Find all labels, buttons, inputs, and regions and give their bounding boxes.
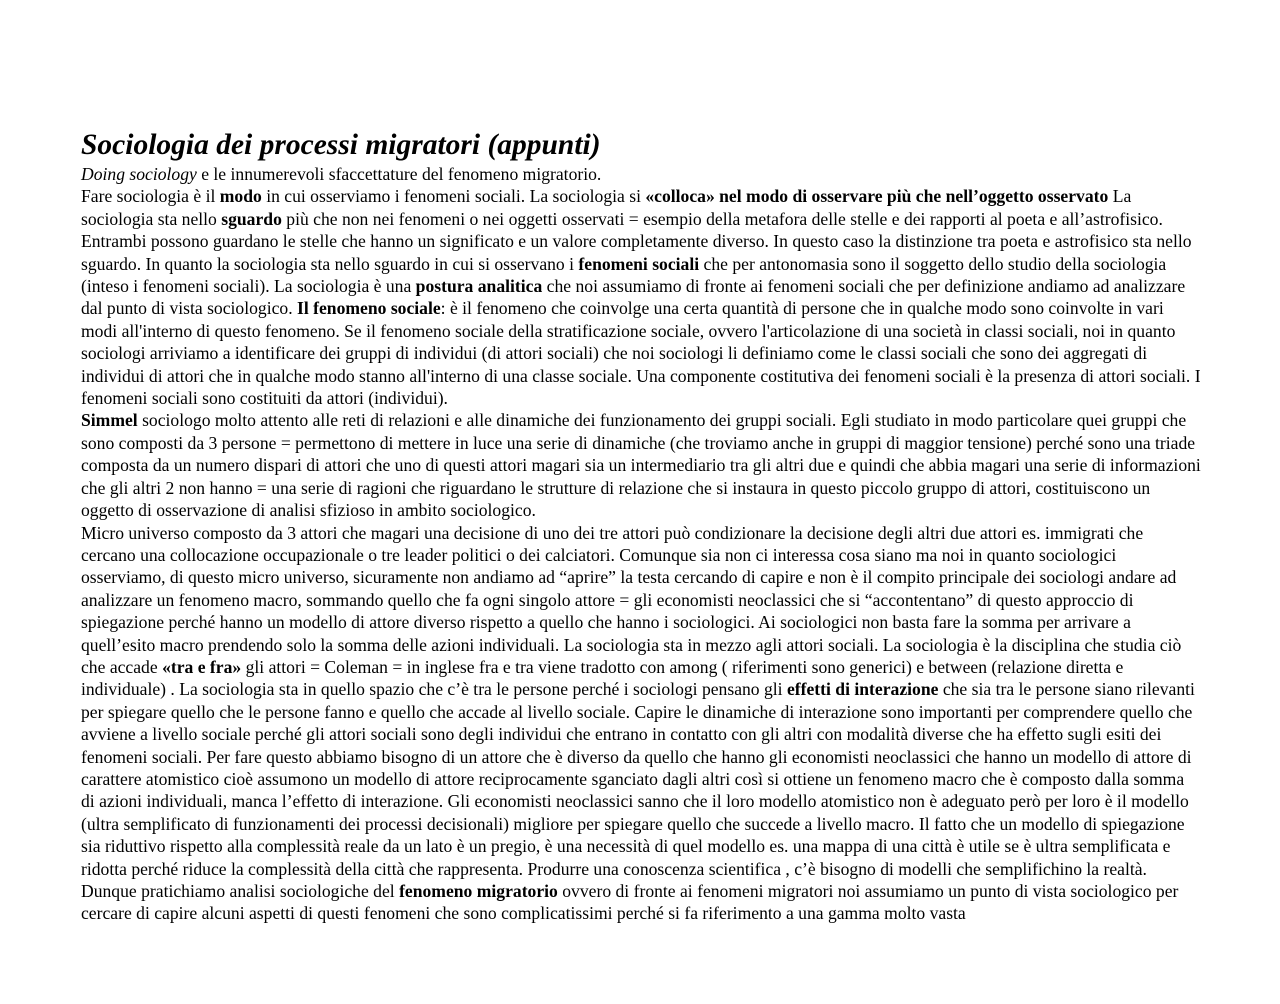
text-run: La sociologia sta nello bbox=[81, 186, 1132, 229]
text-run: gli attori = Coleman = in inglese fra e tra viene tradotto con among ( riferimenti sono generici) e between (relazione diretta e individuale) . La sociologia sta in quello spazio che c’è tra le persone perché i sociologi pensano gli bbox=[81, 656, 1124, 700]
text-run: sociologo molto attento alle reti di relazioni e alle dinamiche dei funzionamento dei gruppi sociali. Egli studiato in modo particolare quei gruppi che sono composti da 3 persone = permettono di mettere in luce una serie di dinamiche (che troviamo anche in gruppi di maggior tensione) perché sono una triade composta da un numero dispari di attori che uno di questi attori magari sia un intermediario tra gli altri due e quindi che abbia magari una serie di informazioni che gli altri 2 non hanno = una serie di ragioni che riguardano le strutture di relazione che si instaura in questo piccolo gruppo di attori, costituiscono un oggetto di osservazione di analisi sfizioso in ambito sociologico. bbox=[81, 410, 1201, 521]
bold-text: «colloca» nel modo di osservare più che nell’oggetto osservato bbox=[645, 186, 1109, 207]
text-run: in cui osserviamo i fenomeni sociali. La sociologia si bbox=[261, 186, 646, 207]
bold-text: sguardo bbox=[221, 208, 282, 229]
text-run: Fare sociologia è il bbox=[81, 186, 220, 207]
bold-text: modo bbox=[219, 186, 262, 207]
text-run: Dunque pratichiamo analisi sociologiche del bbox=[81, 881, 400, 901]
text-run: che noi assumiamo di fronte ai fenomeni sociali che per definizione andiamo ad analizzare dal punto di vista sociologico. bbox=[81, 276, 1186, 319]
document-title: Sociologia dei processi migratori (appunti) bbox=[81, 129, 601, 161]
document-body bbox=[81, 127, 1201, 925]
bold-text: Il fenomeno sociale bbox=[297, 298, 441, 319]
bold-text: fenomeni sociali bbox=[578, 253, 700, 274]
subtitle-italic: Doing sociology bbox=[81, 164, 197, 184]
text-run: più che non nei fenomeni o nei oggetti osservati = esempio della metafora delle stelle e dei rapporti al poeta e all’astrofisico. Entrambi possono guardano le stelle che hanno un significato e un valore completamente diverso. In questo caso la distinzione tra poeta e astrofisico sta nello sguardo. In quanto la sociologia sta nello sguardo in cui si osservano i bbox=[81, 208, 1192, 274]
text-run: : è il fenomeno che coinvolge una certa quantità di persone che in qualche modo sono coinvolte in vari modi all'interno di questo fenomeno. Se il fenomeno sociale della stratificazione sociale, ovvero l'articolazione di una società in classi sociali, noi in quanto sociologi arriviamo a identificare dei gruppi di individui (di attori sociali) che noi sociologi li definiamo come le classi sociali che sono dei aggregati di individui di attori che in qualche modo stanno all'interno di una classe sociale. Una componente costitutiva dei fenomeni sociali è la presenza di attori sociali. I fenomeni sociali sono costituiti da attori (individui). bbox=[81, 298, 1201, 409]
text-run: ovvero di fronte ai fenomeni migratori noi assumiamo un punto di vista sociologico per cercare di capire alcuni aspetti di questi fenomeni che sono complicatissimi perché si fa riferimento a una gamma molto vasta bbox=[81, 881, 1179, 924]
bold-text: «tra e fra» bbox=[162, 656, 242, 677]
paragraph-list bbox=[81, 185, 1201, 924]
bold-text: fenomeno migratorio bbox=[399, 881, 558, 901]
bold-text: Simmel bbox=[81, 410, 138, 431]
bold-text: postura analitica bbox=[415, 276, 543, 297]
text-run: Micro universo composto da 3 attori che magari una decisione di uno dei tre attori può condizionare la decisione degli altri due attori es. immigrati che cercano una collocazione occupazionale o tre leader politici o dei calciatori. Comunque sia non ci interessa cosa siano ma noi in quanto sociologici osserviamo, di questo micro universo, sicuramente non andiamo ad “aprire” la testa cercando di capire e non è il compito principale dei sociologi andare ad analizzare un fenomeno macro, sommando quello che fa ogni singolo attore = gli economisti neoclassici che si “accontentano” di questo approccio di spiegazione perché hanno un modello di attore diverso rispetto a quello che hanno i sociologici. Ai sociologici non basta fare la somma per arrivare a quell’esito macro prendendo solo la somma delle azioni individuali. La sociologia sta in mezzo agli attori sociali. La sociologia è la disciplina che studia ciò che accade bbox=[81, 522, 1182, 677]
paragraph bbox=[81, 409, 1201, 521]
paragraph bbox=[81, 522, 1201, 881]
text-run: che per antonomasia sono il soggetto dello studio della sociologia (inteso i fenomeni sociali). La sociologia è una bbox=[81, 253, 1167, 297]
bold-text: effetti di interazione bbox=[786, 679, 939, 700]
document-subtitle bbox=[81, 163, 1201, 185]
paragraph bbox=[81, 880, 1201, 925]
text-run: che sia tra le persone siano rilevanti per spiegare quello che le persone fanno e quello che accade al livello sociale. Capire le dinamiche di interazione sono importanti per comprendere quello che avviene a livello sociale perché gli attori sociali sono degli individui che entrano in contatto con gli altri con modalità diverse che ha effetto sugli esiti dei fenomeni sociali. Per fare questo abbiamo bisogno di un attore che è diverso da quello che hanno gli economisti neoclassici che hanno un modello di attore di carattere atomistico cioè assumono un modello di attore reciprocamente sganciato dagli altri così si ottiene un fenomeno macro che è composto dalla somma di azioni individuali, manca l’effetto di interazione. Gli economisti neoclassici sanno che il loro modello atomistico non è adeguato però per loro è il modello (ultra semplificato di funzionamenti dei processi decisionali) migliore per spiegare quello che succede a livello macro. Il fatto che un modello di spiegazione sia riduttivo rispetto alla complessità reale da un lato è un pregio, è una necessità di quel modello es. una mappa di una città è utile se è ultra semplificata e ridotta perché riduce la complessità della città che rappresenta. Produrre una conoscenza scientifica , c’è bisogno di modelli che semplifichino la realtà. bbox=[81, 679, 1195, 879]
paragraph bbox=[81, 185, 1201, 409]
subtitle-rest: e le innumerevoli sfaccettature del fenomeno migratorio. bbox=[196, 164, 602, 184]
